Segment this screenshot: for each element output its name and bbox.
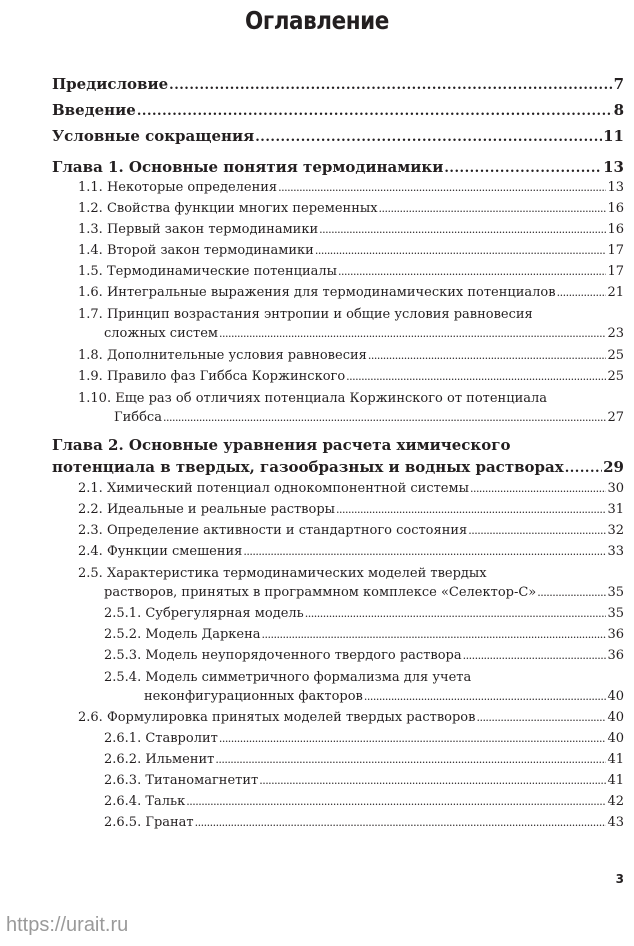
dot-leader [338, 262, 606, 282]
dot-leader [219, 729, 607, 749]
toc-entry-label: Гиббса [114, 410, 162, 425]
dot-leader [476, 708, 606, 728]
toc-entry-label: 1.1. Некоторые определения [78, 180, 278, 195]
dot-leader [336, 500, 606, 520]
toc-entry-page: 31 [607, 502, 624, 517]
dot-leader [305, 604, 607, 624]
dot-leader [537, 583, 606, 603]
toc-entry-page: 40 [607, 731, 624, 746]
dot-leader [444, 157, 602, 179]
toc-entry-label: Глава 1. Основные понятия термодинамики [52, 158, 444, 176]
toc-section-entry[interactable] [78, 241, 624, 261]
toc-entry-page: 36 [607, 648, 624, 663]
dot-leader [169, 74, 612, 96]
dot-leader [557, 283, 607, 303]
toc-section-entry[interactable] [78, 178, 624, 198]
toc-entry-label: 2.5.3. Модель неупорядоченного твердого раствора [104, 648, 462, 663]
toc-entry-page: 41 [607, 752, 624, 767]
toc-entry-label: 1.8. Дополнительные условия равновесия [78, 348, 367, 363]
toc-subsection-entry[interactable] [104, 750, 624, 770]
toc-entry-page: 30 [607, 481, 624, 496]
toc-entry-label-line1: 2.5.4. Модель симметричного формализма для учета [104, 670, 472, 685]
dot-leader [195, 813, 607, 833]
toc-entry-page: 40 [607, 710, 624, 725]
toc-entry-label: 2.6.4. Тальк [104, 794, 186, 809]
toc-section-entry[interactable] [78, 500, 624, 520]
toc-subsection-entry[interactable] [104, 646, 624, 666]
toc-section-entry[interactable] [78, 367, 624, 387]
toc-section-entry[interactable] [114, 408, 624, 428]
dot-leader [243, 542, 606, 562]
toc-entry-label-line1: 2.5. Характеристика термодинамических моделей твердых [78, 566, 487, 581]
dot-leader [137, 100, 613, 122]
dot-leader [219, 324, 606, 344]
toc-entry-page: 43 [607, 815, 624, 830]
toc-entry-label: 2.1. Химический потенциал однокомпонентной системы [78, 481, 469, 496]
dot-leader [259, 771, 606, 791]
toc-entry-page: 11 [603, 127, 624, 145]
dot-leader [278, 178, 606, 198]
toc-entry-label: 2.3. Определение активности и стандартного состояния [78, 523, 468, 538]
toc-entry-label: 2.6.1. Ставролит [104, 731, 218, 746]
dot-leader [262, 625, 607, 645]
toc-section-entry[interactable] [78, 199, 624, 219]
toc-entry-page: 23 [607, 326, 624, 341]
toc-section-entry[interactable] [78, 521, 624, 541]
toc-entry-label: 2.2. Идеальные и реальные растворы [78, 502, 335, 517]
toc-entry[interactable] [52, 100, 624, 122]
toc-entry-label: потенциала в твердых, газообразных и водных растворах [52, 458, 564, 476]
toc-entry-page: 32 [607, 523, 624, 538]
toc-section-entry[interactable] [78, 262, 624, 282]
dot-leader [255, 126, 602, 148]
dot-leader [463, 646, 607, 666]
toc-entry[interactable] [52, 126, 624, 148]
toc-entry-page: 13 [603, 158, 624, 176]
page-number: 3 [615, 872, 624, 886]
dot-leader [470, 479, 607, 499]
dot-leader [319, 220, 606, 240]
toc-entry-label: 1.9. Правило фаз Гиббса Коржинского [78, 369, 346, 384]
dot-leader [186, 792, 606, 812]
toc-entry-page: 13 [607, 180, 624, 195]
toc-section-entry[interactable] [78, 479, 624, 499]
toc-entry-label: 1.5. Термодинамические потенциалы [78, 264, 338, 279]
toc-entry-label: 1.4. Второй закон термодинамики [78, 243, 314, 258]
toc-entry-label: 1.3. Первый закон термодинамики [78, 222, 319, 237]
toc-entry-label: Условные сокращения [52, 127, 255, 145]
toc-entry-page: 8 [613, 101, 624, 119]
toc-entry-label: 1.6. Интегральные выражения для термодинамических потенциалов [78, 285, 556, 300]
toc-entry-label: Введение [52, 101, 136, 119]
toc-entry-page: 27 [607, 410, 624, 425]
toc-entry-page: 41 [607, 773, 624, 788]
toc-entry-page: 25 [607, 348, 624, 363]
toc-entry-label-line1: 1.10. Еще раз об отличиях потенциала Коржинского от потенциала [78, 391, 547, 406]
dot-leader [163, 408, 606, 428]
toc-entry-label: 2.6. Формулировка принятых моделей твердых растворов [78, 710, 476, 725]
dot-leader [364, 687, 607, 707]
toc-entry[interactable] [52, 74, 624, 96]
toc-entry-label: 2.5.2. Модель Даркена [104, 627, 261, 642]
toc-entry-label: 1.2. Свойства функции многих переменных [78, 201, 378, 216]
toc-subsection-entry[interactable] [104, 771, 624, 791]
toc-entry-page: 35 [607, 606, 624, 621]
toc-entry-page: 42 [607, 794, 624, 809]
toc-subsection-entry[interactable] [144, 687, 624, 707]
toc-chapter-entry[interactable] [52, 457, 624, 479]
toc-entry-page: 21 [607, 285, 624, 300]
toc-entry-label-line1: 1.7. Принцип возрастания энтропии и общие условия равновесия [78, 307, 533, 322]
toc-subsection-entry[interactable] [104, 729, 624, 749]
toc-entry-page: 40 [607, 689, 624, 704]
toc-entry-label: неконфигурационных факторов [144, 689, 363, 704]
toc-entry-page: 29 [603, 458, 624, 476]
toc-entry-page: 7 [613, 75, 624, 93]
toc-entry-label: 2.6.3. Титаномагнетит [104, 773, 259, 788]
toc-entry-page: 35 [607, 585, 624, 600]
toc-entry-page: 33 [607, 544, 624, 559]
toc-section-entry[interactable] [78, 542, 624, 562]
toc-chapter-entry[interactable] [52, 157, 624, 179]
toc-section-entry[interactable] [78, 346, 624, 366]
toc-subsection-entry[interactable] [104, 604, 624, 624]
toc-entry-label: 2.6.5. Гранат [104, 815, 194, 830]
toc-entry-label: 2.5.1. Субрегулярная модель [104, 606, 304, 621]
toc-entry-page: 17 [607, 264, 624, 279]
toc-subsection-entry[interactable] [104, 792, 624, 812]
toc-entry-page: 36 [607, 627, 624, 642]
dot-leader [215, 750, 606, 770]
dot-leader [468, 521, 606, 541]
toc-section-entry[interactable] [78, 708, 624, 728]
dot-leader [368, 346, 607, 366]
toc-section-entry[interactable] [104, 583, 624, 603]
source-watermark: https://urait.ru [6, 914, 129, 936]
toc-entry-label: растворов, принятых в программном комплексе «Селектор-С» [104, 585, 537, 600]
toc-section-entry[interactable] [78, 220, 624, 240]
toc-entry-label: Предисловие [52, 75, 169, 93]
toc-entry-label: 2.6.2. Ильменит [104, 752, 215, 767]
toc-subsection-entry[interactable] [104, 625, 624, 645]
dot-leader [379, 199, 607, 219]
toc-entry-label: 2.4. Функции смешения [78, 544, 243, 559]
toc-entry-page: 25 [607, 369, 624, 384]
page-title: Оглавление [245, 6, 389, 35]
toc-entry-page: 16 [607, 201, 624, 216]
toc-section-entry[interactable] [78, 283, 624, 303]
toc-chapter-label-line1: Глава 2. Основные уравнения расчета химического [52, 436, 511, 454]
dot-leader [565, 457, 602, 479]
toc-section-entry[interactable] [104, 324, 624, 344]
toc-entry-label: сложных систем [104, 326, 219, 341]
dot-leader [346, 367, 606, 387]
dot-leader [315, 241, 607, 261]
toc-entry-page: 16 [607, 222, 624, 237]
toc-entry-page: 17 [607, 243, 624, 258]
toc-subsection-entry[interactable] [104, 813, 624, 833]
